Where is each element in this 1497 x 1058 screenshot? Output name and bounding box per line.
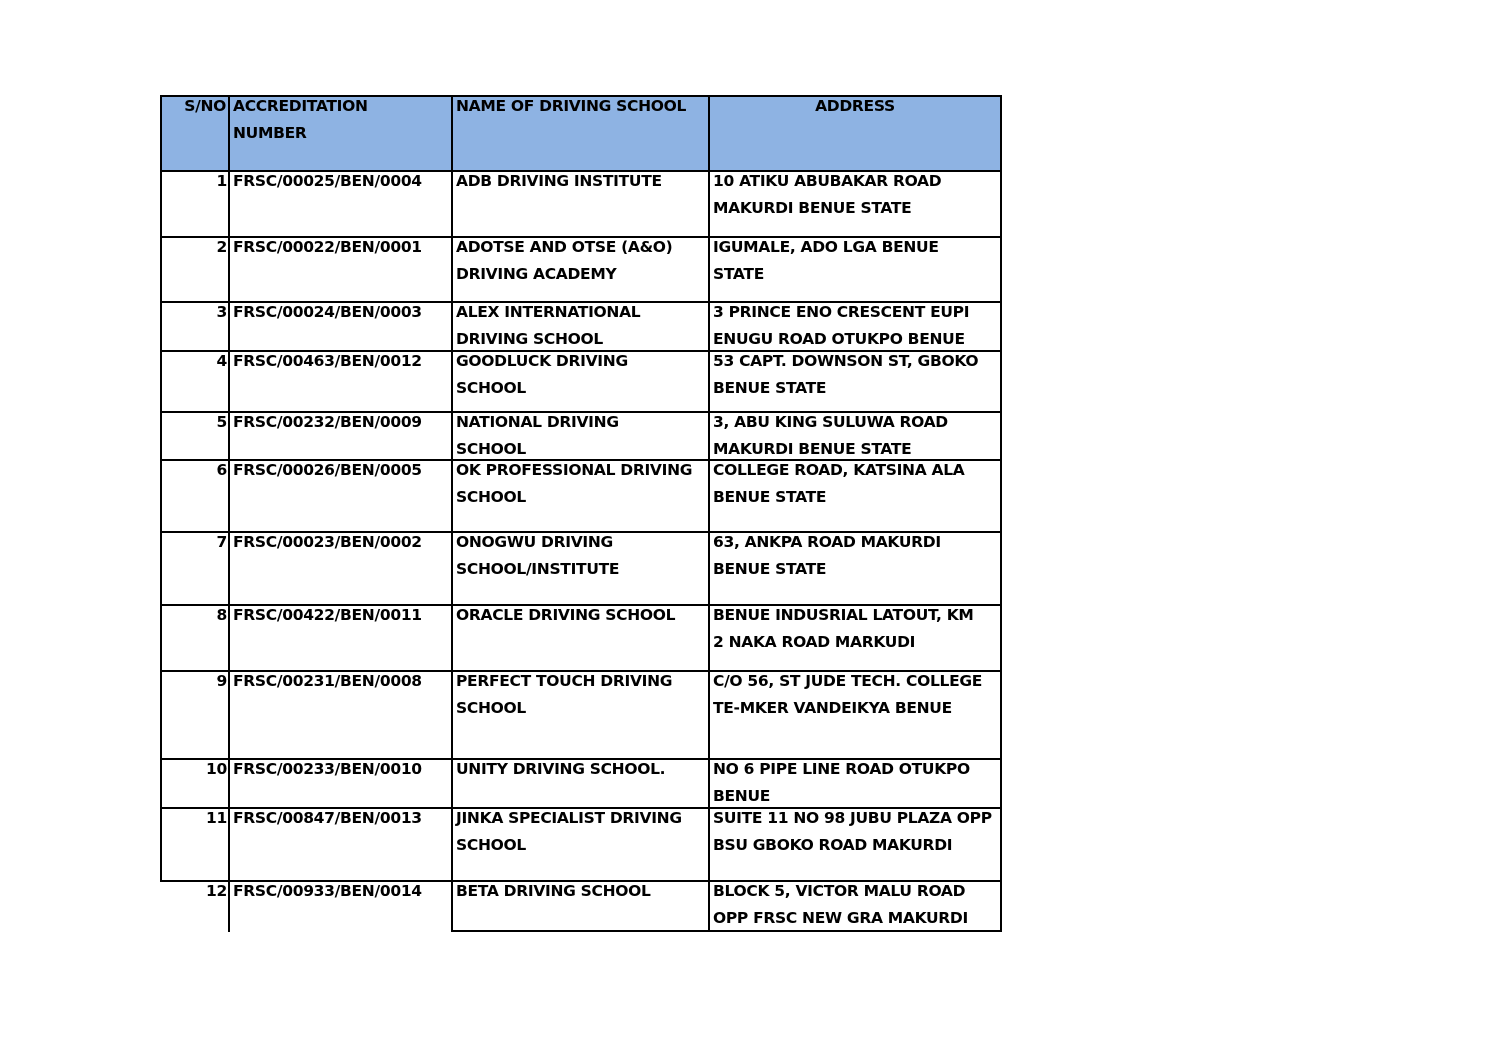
row-school-name: UNITY DRIVING SCHOOL.	[456, 760, 666, 778]
row-sno: 4	[216, 352, 227, 370]
row-school-name: ONOGWU DRIVING	[456, 533, 613, 551]
row-sno: 8	[216, 606, 227, 624]
row-address: 3, ABU KING SULUWA ROAD	[713, 413, 948, 431]
row-sno: 9	[216, 672, 227, 690]
row-address: ENUGU ROAD OTUKPO BENUE	[713, 330, 965, 348]
row-accreditation: FRSC/00025/BEN/0004	[233, 172, 422, 190]
row-sno: 7	[216, 533, 227, 551]
column-border	[451, 95, 453, 932]
row-accreditation: FRSC/00232/BEN/0009	[233, 413, 422, 431]
header-name: NAME OF DRIVING SCHOOL	[456, 97, 687, 115]
header-accreditation: NUMBER	[233, 124, 307, 142]
row-school-name: GOODLUCK DRIVING	[456, 352, 628, 370]
row-address: BENUE INDUSRIAL LATOUT, KM	[713, 606, 974, 624]
row-sno: 5	[216, 413, 227, 431]
row-accreditation: FRSC/00024/BEN/0003	[233, 303, 422, 321]
row-school-name: ADOTSE AND OTSE (A&O)	[456, 238, 673, 256]
column-border	[1000, 95, 1002, 932]
row-school-name: SCHOOL/INSTITUTE	[456, 560, 620, 578]
row-address: STATE	[713, 265, 764, 283]
row-address: SUITE 11 NO 98 JUBU PLAZA OPP	[713, 809, 992, 827]
row-sno: 10	[206, 760, 227, 778]
row-address: BENUE STATE	[713, 379, 827, 397]
row-school-name: SCHOOL	[456, 440, 526, 458]
row-sno: 3	[216, 303, 227, 321]
row-address: 10 ATIKU ABUBAKAR ROAD	[713, 172, 942, 190]
row-school-name: ADB DRIVING INSTITUTE	[456, 172, 662, 190]
row-sno: 2	[216, 238, 227, 256]
row-sno: 11	[206, 809, 227, 827]
row-accreditation: FRSC/00422/BEN/0011	[233, 606, 422, 624]
row-address: 63, ANKPA ROAD MAKURDI	[713, 533, 941, 551]
row-school-name: DRIVING ACADEMY	[456, 265, 617, 283]
row-accreditation: FRSC/00022/BEN/0001	[233, 238, 422, 256]
row-address: BLOCK 5, VICTOR MALU ROAD	[713, 882, 966, 900]
row-address: C/O 56, ST JUDE TECH. COLLEGE	[713, 672, 983, 690]
row-school-name: DRIVING SCHOOL	[456, 330, 603, 348]
row-accreditation: FRSC/00463/BEN/0012	[233, 352, 422, 370]
row-address: BENUE STATE	[713, 560, 827, 578]
column-border	[160, 95, 162, 882]
row-address: BENUE STATE	[713, 488, 827, 506]
row-address: COLLEGE ROAD, KATSINA ALA	[713, 461, 965, 479]
header-sno: S/NO	[184, 97, 226, 115]
column-border	[228, 95, 230, 932]
row-school-name: NATIONAL DRIVING	[456, 413, 619, 431]
row-accreditation: FRSC/00023/BEN/0002	[233, 533, 422, 551]
row-school-name: ORACLE DRIVING SCHOOL	[456, 606, 676, 624]
row-school-name: SCHOOL	[456, 379, 526, 397]
row-school-name: OK PROFESSIONAL DRIVING	[456, 461, 693, 479]
row-address: IGUMALE, ADO LGA BENUE	[713, 238, 939, 256]
row-address: MAKURDI BENUE STATE	[713, 440, 912, 458]
row-school-name: SCHOOL	[456, 488, 526, 506]
row-address: 3 PRINCE ENO CRESCENT EUPI	[713, 303, 970, 321]
row-sno: 12	[206, 882, 227, 900]
row-accreditation: FRSC/00933/BEN/0014	[233, 882, 422, 900]
row-school-name: SCHOOL	[456, 836, 526, 854]
row-school-name: BETA DRIVING SCHOOL	[456, 882, 651, 900]
header-accreditation: ACCREDITATION	[233, 97, 368, 115]
row-school-name: ALEX INTERNATIONAL	[456, 303, 641, 321]
row-address: MAKURDI BENUE STATE	[713, 199, 912, 217]
row-sno: 1	[216, 172, 227, 190]
row-accreditation: FRSC/00233/BEN/0010	[233, 760, 422, 778]
row-address: 2 NAKA ROAD MARKUDI	[713, 633, 916, 651]
row-address: BENUE	[713, 787, 771, 805]
row-school-name: PERFECT TOUCH DRIVING	[456, 672, 673, 690]
row-address: OPP FRSC NEW GRA MAKURDI	[713, 909, 968, 927]
column-border	[708, 95, 710, 932]
row-address: TE-MKER VANDEIKYA BENUE	[713, 699, 952, 717]
row-address: 53 CAPT. DOWNSON ST, GBOKO	[713, 352, 979, 370]
row-sno: 6	[216, 461, 227, 479]
row-accreditation: FRSC/00847/BEN/0013	[233, 809, 422, 827]
row-accreditation: FRSC/00231/BEN/0008	[233, 672, 422, 690]
header-address: ADDRESS	[815, 97, 895, 115]
row-school-name: JINKA SPECIALIST DRIVING	[456, 809, 682, 827]
row-address: NO 6 PIPE LINE ROAD OTUKPO	[713, 760, 970, 778]
row-accreditation: FRSC/00026/BEN/0005	[233, 461, 422, 479]
row-address: BSU GBOKO ROAD MAKURDI	[713, 836, 953, 854]
row-school-name: SCHOOL	[456, 699, 526, 717]
